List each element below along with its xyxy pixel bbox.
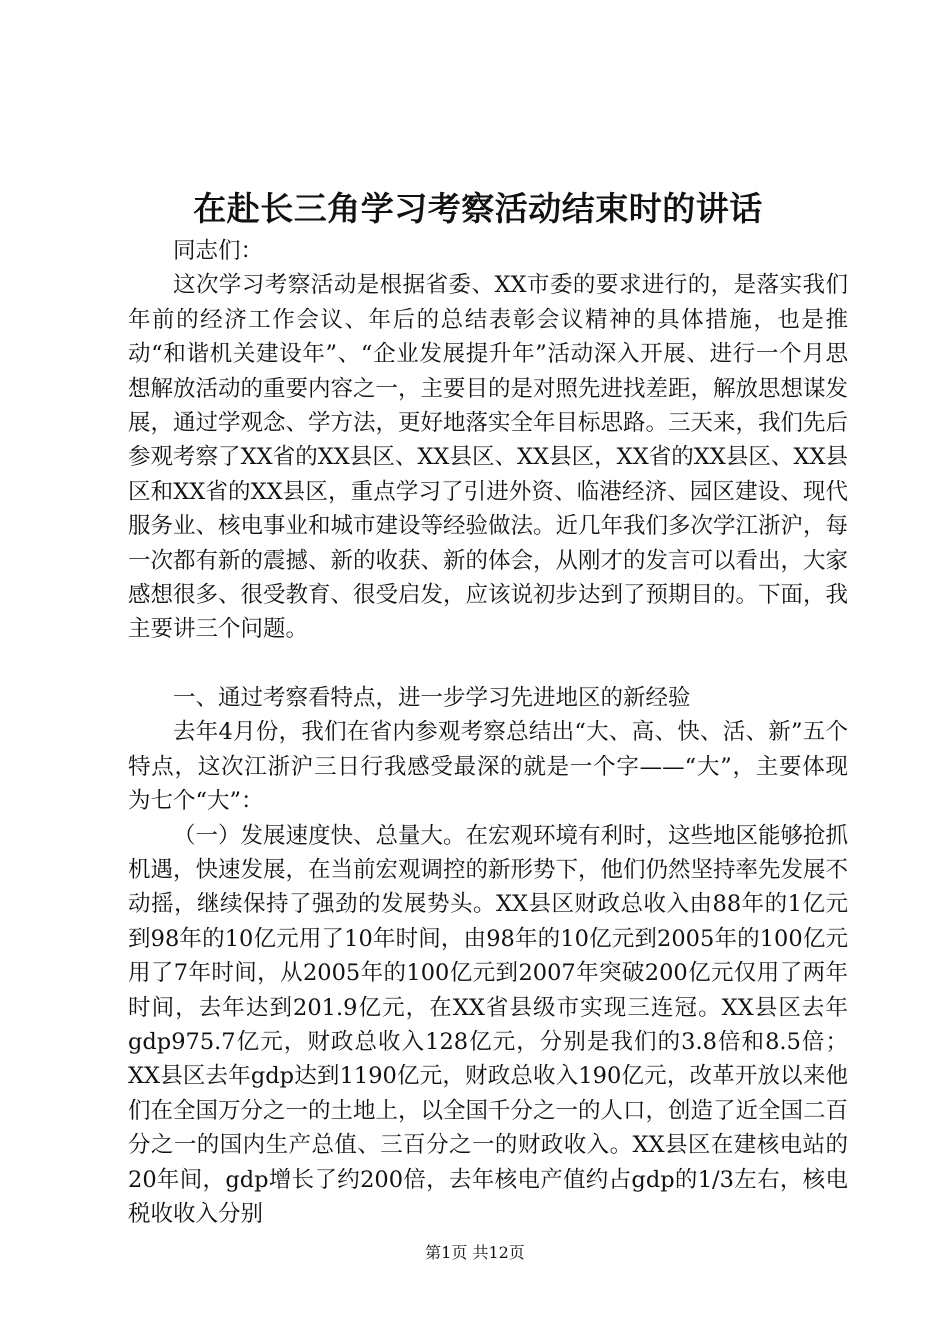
- paragraph-point-one: （一）发展速度快、总量大。在宏观环境有利时，这些地区能够抢抓机遇，快速发展，在当前宏观调控的新形势下，他们仍然坚持率先发展不动摇，继续保持了强劲的发展势头。XX县区财政总收入由88年的1亿元到98年的10亿元用了10年时间，由98年的10亿元到2005年的100亿元用了7年时间，从2005年的100亿元到2007年突破200亿元仅用了两年时间，去年达到201.9亿元，在XX省县级市实现三连冠。XX县区去年gdp975.7亿元，财政总收入128亿元，分别是我们的3.8倍和8.5倍；XX县区去年gdp达到1190亿元，财政总收入190亿元，改革开放以来他们在全国万分之一的土地上，以全国千分之一的人口，创造了近全国二百分之一的国内生产总值、三百分之一的财政收入。XX县区在建核电站的20年间，gdp增长了约200倍，去年核电产值约占gdp的1/3左右，核电税收收入分别: [128, 822, 849, 1227]
- salutation: 同志们：: [173, 238, 264, 264]
- paragraph-overview: 去年4月份，我们在省内参观考察总结出“大、高、快、活、新”五个特点，这次江浙沪三日行我感受最深的就是一个字——“大”，主要体现为七个“大”：: [128, 719, 848, 815]
- page-indicator: 第1页 共12页: [425, 1243, 525, 1262]
- document-body: [128, 234, 848, 1231]
- document-title: 在赴长三角学习考察活动结束时的讲话: [193, 189, 763, 228]
- section-heading: 一、通过考察看特点，进一步学习先进地区的新经验: [173, 684, 691, 711]
- paragraph-intro: 这次学习考察活动是根据省委、XX市委的要求进行的，是落实我们年前的经济工作会议、年后的总结表彰会议精神的具体措施，也是推动“和谐机关建设年”、“企业发展提升年”活动深入开展、进行一个月思想解放活动的重要内容之一，主要目的是对照先进找差距，解放思想谋发展，通过学观念、学方法，更好地落实全年目标思路。三天来，我们先后参观考察了XX省的XX县区、XX县区、XX县区，XX省的XX县区、XX县区和XX省的XX县区，重点学习了引进外资、临港经济、园区建设、现代服务业、核电事业和城市建设等经验做法。近几年我们多次学江浙沪，每一次都有新的震撼、新的收获、新的体会，从刚才的发言可以看出，大家感想很多、很受教育、很受启发，应该说初步达到了预期目的。下面，我主要讲三个问题。: [128, 272, 849, 643]
